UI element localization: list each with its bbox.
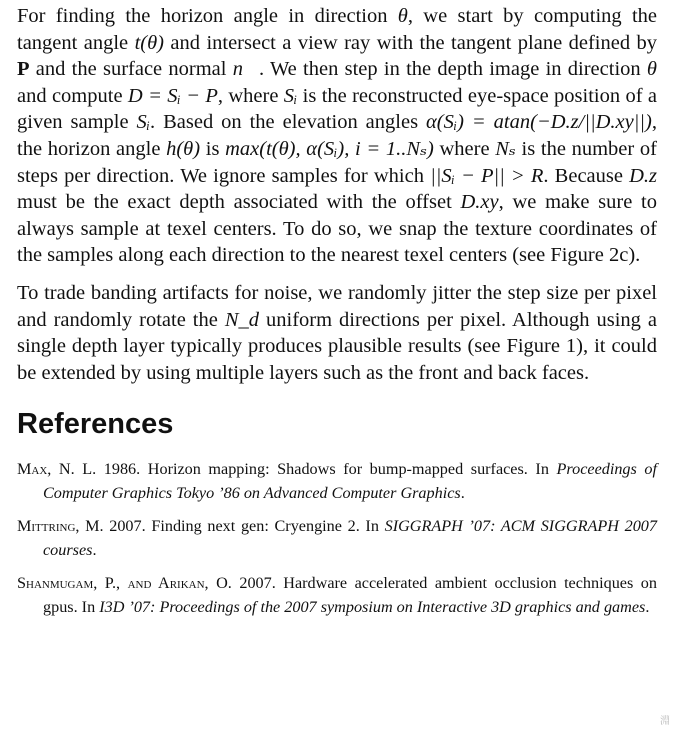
math-dxy: D.xy — [460, 191, 499, 214]
text-run: . We then step in the depth image in direction — [258, 58, 647, 81]
reference-item — [17, 515, 657, 562]
text-run: . Based on the elevation angles — [150, 111, 426, 134]
math-horizon-angle: h(θ) — [166, 137, 201, 160]
text-run: and compute — [17, 84, 128, 107]
references-heading: References — [17, 408, 174, 441]
text-run: where — [433, 137, 496, 160]
text-run: , we start by computing the tangent angle — [17, 5, 657, 54]
reference-venue: SIGGRAPH ’07: ACM SIGGRAPH 2007 courses — [43, 517, 657, 559]
reference-author: Mittring, M. — [17, 517, 104, 536]
text-run: and intersect a view ray with the tangent plane defined by — [164, 31, 657, 54]
text-run: , the horizon angle — [17, 111, 657, 160]
text-run: , we make sure to always sample at texel centers. To do so, we snap the texture coordinates of the samples along each direction to the nearest texel centers (see Figure 2c). — [17, 191, 657, 267]
math-ns: Nₛ — [495, 137, 516, 160]
text-run: must be the exact depth associated with the offset — [17, 191, 461, 214]
reference-text: 2007. Finding next gen: Cryengine 2. In — [103, 517, 385, 536]
text-run: To trade banding artifacts for noise, we randomly jitter the step size per pixel and randomly rotate the — [17, 281, 657, 331]
paragraph-horizon-angle — [17, 3, 657, 269]
text-run: is — [200, 137, 226, 160]
math-dz: D.z — [629, 164, 658, 187]
reference-author: Shanmugam, P., and Arikan, O. — [17, 574, 232, 593]
reference-item — [17, 572, 657, 619]
text-run: is the reconstructed eye-space position of a given sample — [17, 84, 657, 134]
math-elevation-angle: α(Sᵢ) = atan(−D.z/||D.xy||) — [426, 111, 652, 134]
math-nd: N_d — [224, 308, 260, 331]
math-max-expression: max(t(θ), α(Sᵢ), i = 1..Nₛ) — [225, 137, 434, 160]
watermark-glyph: 淵 — [660, 716, 670, 727]
reference-venue: I3D ’07: Proceedings of the 2007 symposium on Interactive 3D graphics and games — [99, 597, 646, 616]
text-run: For finding the horizon angle in direction — [17, 5, 398, 27]
reference-venue: Proceedings of Computer Graphics Tokyo ’86 on Advanced Computer Graphics — [43, 460, 658, 502]
math-si: Sᵢ — [136, 111, 151, 134]
text-run: . Because — [543, 164, 630, 187]
reference-author: Max, N. L. — [17, 460, 97, 479]
math-d-equation: D = Sᵢ − P — [127, 84, 218, 107]
math-theta: θ — [646, 58, 657, 81]
math-point-p: P — [17, 58, 30, 81]
math-theta: θ — [397, 5, 408, 27]
text-run: is the number of steps per direction. We ignore samples for which — [17, 137, 657, 187]
math-si: Sᵢ — [283, 84, 298, 107]
math-radius-condition: ||Sᵢ − P|| > R — [430, 164, 544, 187]
text-run: and the surface normal — [29, 58, 233, 81]
text-run: , where — [217, 84, 284, 107]
text-run: uniform directions per pixel. Although using a single depth layer typically produces plausible results (see Figure 1), it could be extended by using multiple layers such as the front and back faces. — [17, 308, 657, 384]
reference-text: . — [460, 483, 465, 502]
reference-text: 1986. Horizon mapping: Shadows for bump-mapped surfaces. In — [96, 460, 557, 479]
math-tangent-angle: t(θ) — [134, 31, 164, 54]
paragraph-jitter — [17, 280, 657, 386]
math-normal: n⃗ — [232, 58, 259, 81]
reference-item — [17, 458, 657, 505]
references-list — [17, 458, 657, 619]
reference-text: . — [92, 540, 97, 559]
reference-text: . — [645, 597, 650, 616]
paper-page — [17, 3, 657, 629]
reference-text: 2007. Hardware accelerated ambient occlusion techniques on gpus. In — [43, 574, 657, 616]
